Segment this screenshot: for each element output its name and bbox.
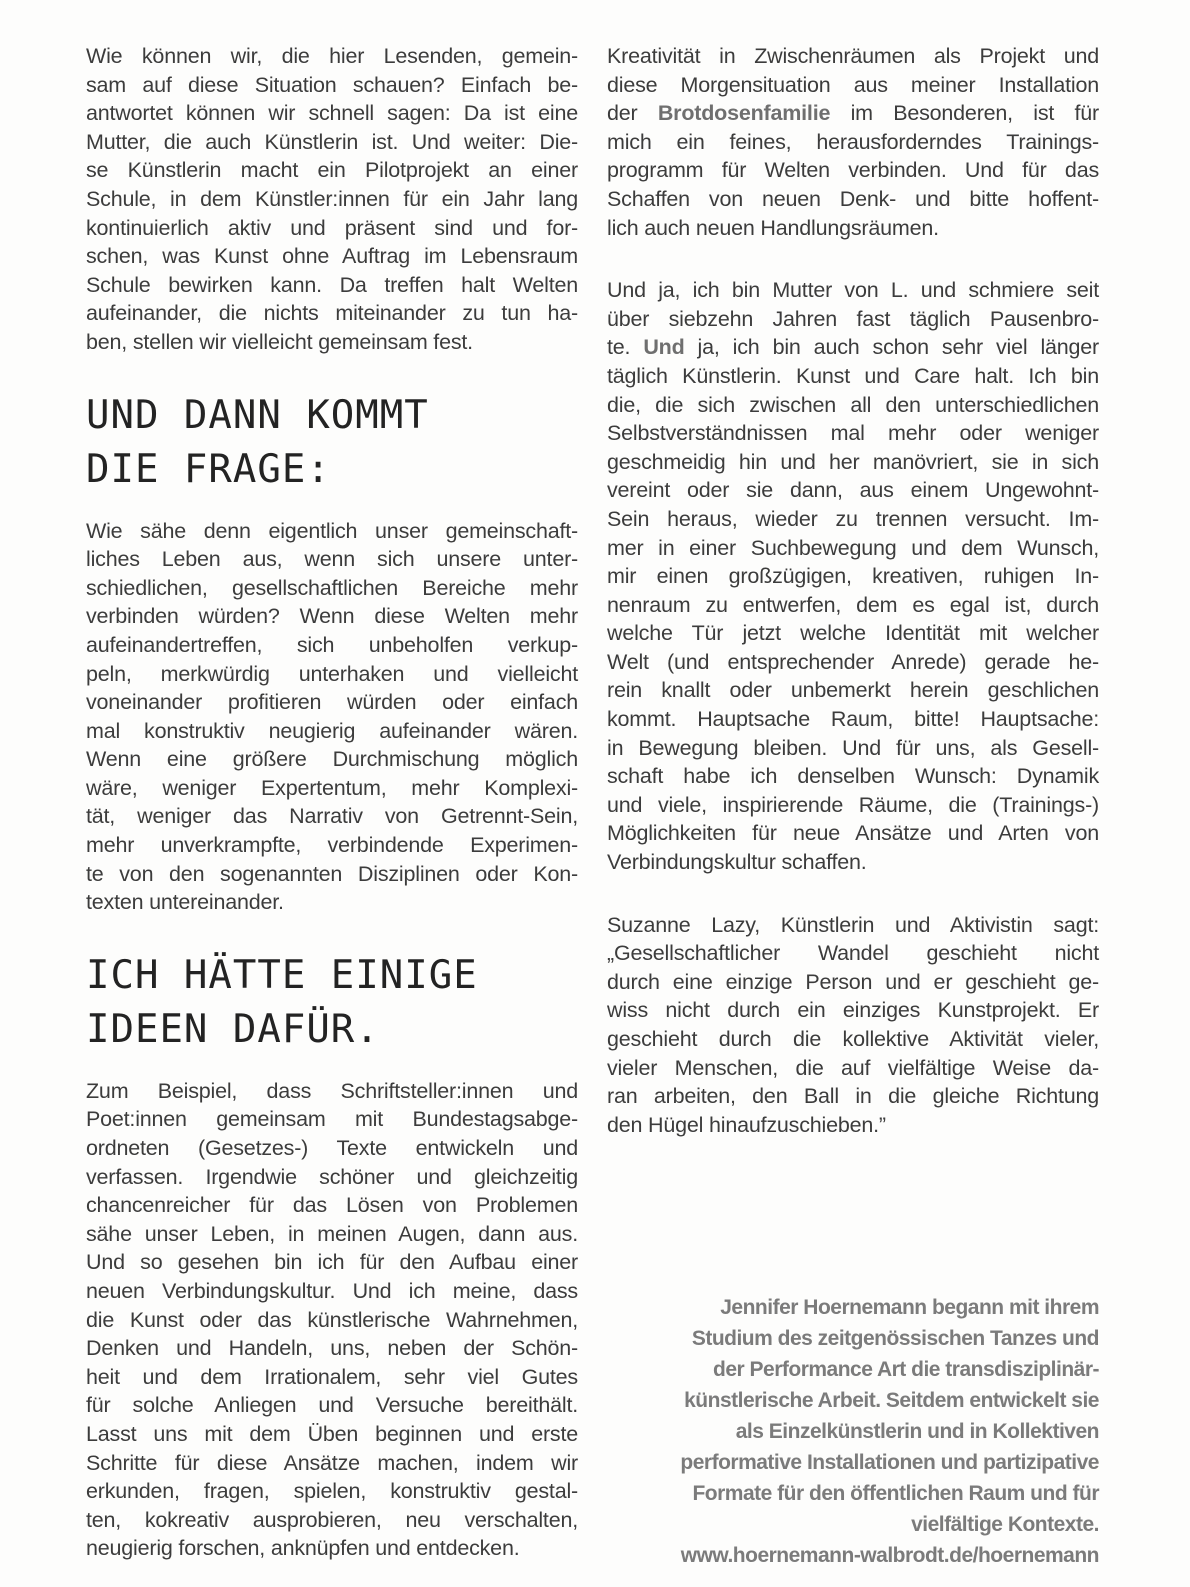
section-heading-frage: UND DANN KOMMT DIE FRAGE:: [86, 392, 429, 492]
paragraph-gemeinschaftliches-leben: Wie sähe denn eigentlich unser gemeinschaft- liches Leben aus, wenn sich unsere unter- schiedlichen, gesellschaftlichen Bereiche mehr verbinden würden? Wenn diese Welten mehr aufeinandertreffen, sich unbeholfen verkup- peln, merkwürdig unterhaken und vielleicht voneinander profitieren würden oder einfach mal konstruktiv neugierig aufeinander wären. Wenn eine größere Durchmischung möglich wäre, weniger Expertentum, mehr Komplexi- tät, weniger das Narrativ von Getrennt-Sein, mehr unverkrampfte, verbindende Experimen- te von den sogenannten Disziplinen oder Kon- texten untereinander.: [86, 518, 578, 915]
author-bio-text: Jennifer Hoernemann begann mit ihrem Studium des zeitgenössischen Tanzes und der Performance Art die transdisziplinär- künstlerische Arbeit. Seitdem entwickelt sie als Einzelkünstlerin und in Kollektiven performative Installationen und partizipative Formate für den öffentlichen Raum und für vielfältige Kontexte.: [680, 1296, 1099, 1537]
paragraph-mutter-kuenstlerin: Und ja, ich bin Mutter von L. und schmiere seit über siebzehn Jahren fast täglich Pausenbro- te. Und ja, ich bin auch schon sehr viel länger täglich Künstlerin. Kunst und Care halt. Ich bin die, die sich zwischen all den unterschiedlichen Selbstverständnissen mal mehr oder weniger geschmeidig hin und her manövriert, sie in sich vereint oder sie dann, aus einem Ungewohnt- Sein heraus, wieder zu trennen versucht. Im- mer in einer Suchbewegung und dem Wunsch, mir einen großzügigen, kreativen, ruhigen In- nenraum zu entwerfen, dem es egal ist, durch welche Tür jetzt welche Identität mit welcher Welt (und entsprechender Anrede) gerade he- rein knallt oder unbemerkt herein geschlichen kommt. Hauptsache Raum, bitte! Hauptsache: in Bewegung bleiben. Und für uns, als Gesell- schaft habe ich denselben Wunsch: Dynamik und viele, inspirierende Räume, die (Trainings-) Möglichkeiten für neue Ansätze und Arten von Verbindungskultur schaffen.: [607, 278, 1100, 875]
paragraph-intro: Wie können wir, die hier Lesenden, gemein- sam auf diese Situation schauen? Einfach be- antwortet können wir schnell sagen: Da ist eine Mutter, die auch Künstlerin ist. Und weiter: Die- se Künstlerin macht ein Pilotprojekt an einer Schule, in dem Künstler:innen für ein Jahr lang kontinuierlich aktiv und präsent sind und for- schen, was Kunst ohne Auftrag im Lebensraum Schule bewirken kann. Da treffen halt Welten aufeinander, die nichts miteinander zu tun ha- ben, stellen wir vielleicht gemeinsam fest.: [86, 44, 578, 354]
website-url: www.hoernemann-walbrodt.de/hoernemann: [680, 1544, 1099, 1568]
paragraph-beispiele: Zum Beispiel, dass Schriftsteller:innen und Poet:innen gemeinsam mit Bundestagsabge- ordneten (Gesetzes-) Texte entwickeln und verfassen. Irgendwie schöner und gleichzeitig chancenreicher für das Lösen von Problemen sähe unser Leben, in meinen Augen, dann aus. Und so gesehen bin ich für den Aufbau einer neuen Verbindungskultur. Und ich meine, dass die Kunst oder das künstlerische Wahrnehmen, Denken und Handeln, uns, neben der Schön- heit und dem Irrationalem, sehr viel Gutes für solche Anliegen und Versuche bereithält. Lasst uns mit dem Üben beginnen und erste Schritte für diese Ansätze machen, indem wir erkunden, fragen, spielen, konstruktiv gestal- ten, kokreativ ausprobieren, neu verschalten, neugierig forschen, anknüpfen und entdecken.: [86, 1078, 578, 1561]
left-column: [86, 42, 578, 1563]
paragraph-kreativitaet: Kreativität in Zwischenräumen als Projekt und diese Morgensituation aus meiner Installation der Brotdosenfamilie im Besonderen, ist für mich ein feines, herausforderndes Trainings- programm für Welten verbinden. Und für das Schaffen von neuen Denk- und bitte hoffent- lich auch neuen Handlungsräumen.: [607, 44, 1100, 240]
right-column: [607, 42, 1099, 1571]
paragraph-suzanne-lazy-zitat: Suzanne Lazy, Künstlerin und Aktivistin sagt: „Gesellschaftlicher Wandel geschieht nicht durch eine einzige Person und er geschieht ge- wiss nicht durch ein einziges Kunstprojekt. Er geschieht durch die kollektive Aktivität vieler, vieler Menschen, die auf vielfältige Weise da- ran arbeiten, den Ball in die gleiche Richtung den Hügel hinaufzuschieben.”: [607, 912, 1099, 1137]
section-heading-ideen: ICH HÄTTE EINIGE IDEEN DAFÜR.: [86, 952, 478, 1052]
author-bio: [607, 1292, 1099, 1571]
accent-bold-word: Brotdosenfamilie: [657, 101, 831, 126]
accent-bold-word: Und: [643, 335, 685, 360]
